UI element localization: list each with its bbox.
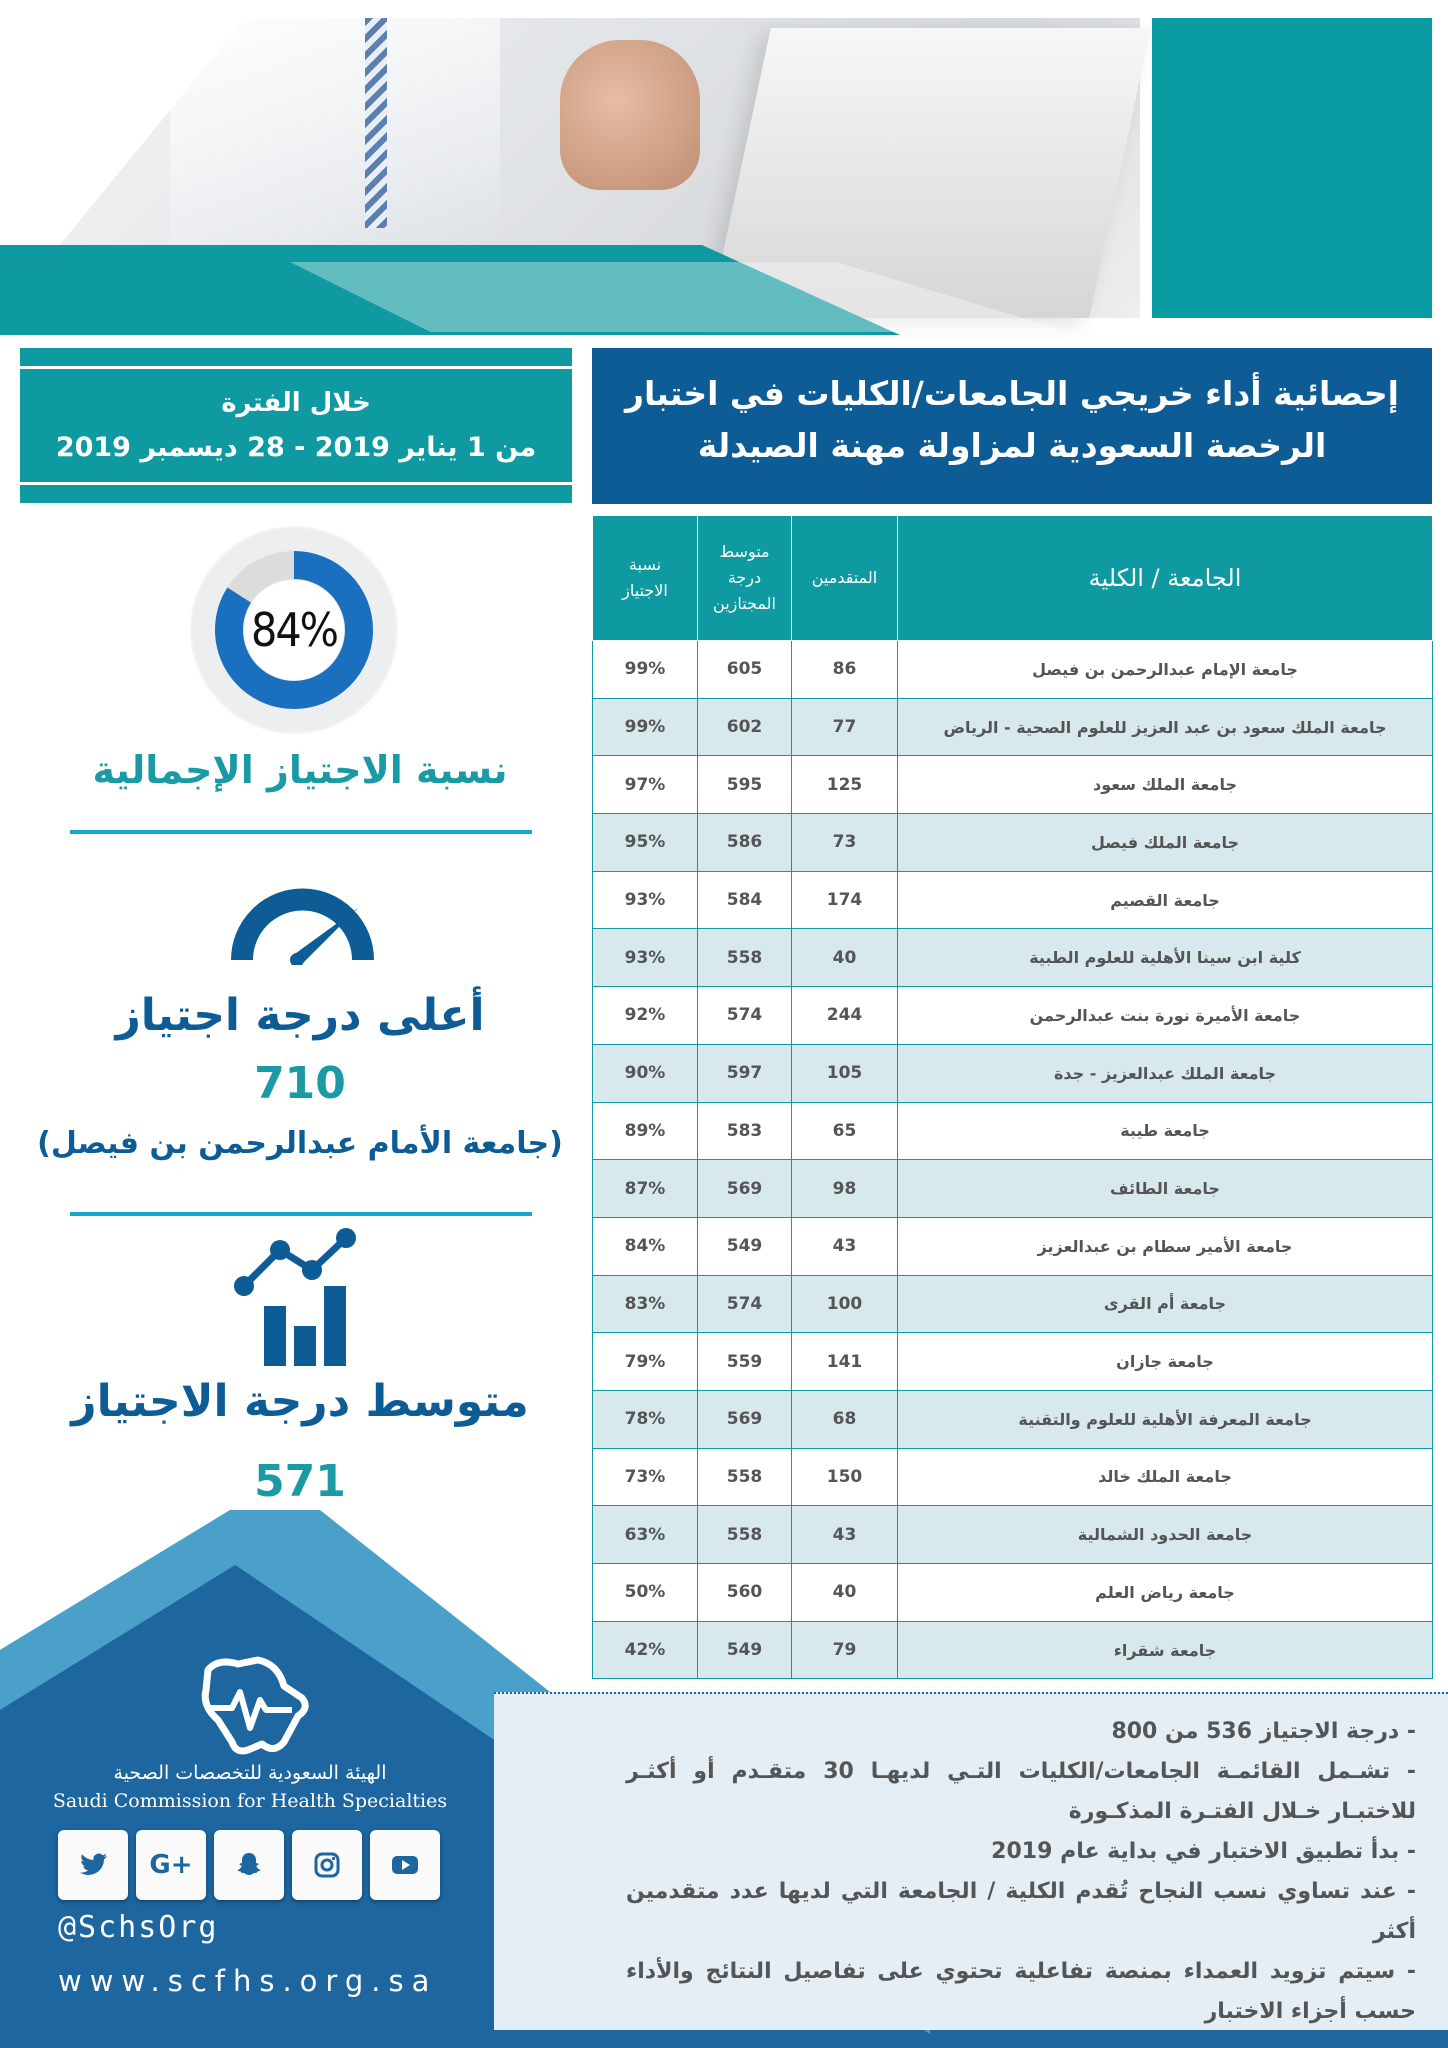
table-row bbox=[593, 1044, 1433, 1102]
twitter-icon[interactable] bbox=[58, 1830, 128, 1900]
social-links bbox=[58, 1830, 448, 1904]
notes-box bbox=[494, 1692, 1448, 2030]
cell-applicants: 174 bbox=[792, 871, 898, 929]
cell-university: جامعة الملك سعود bbox=[898, 756, 1433, 814]
website-link[interactable]: www.scfhs.org.sa bbox=[58, 1964, 438, 1998]
cell-pass-rate: 89% bbox=[593, 1102, 698, 1160]
table-row bbox=[593, 1506, 1433, 1564]
results-table-grid bbox=[592, 515, 1433, 1679]
note-item: - درجة الاجتياز 536 من 800 bbox=[1111, 1719, 1416, 1744]
cell-university: جامعة القصيم bbox=[898, 871, 1433, 929]
cell-applicants: 65 bbox=[792, 1102, 898, 1160]
cell-avg-score: 586 bbox=[698, 814, 792, 872]
cell-university: جامعة رياض العلم bbox=[898, 1564, 1433, 1622]
cell-avg-score: 584 bbox=[698, 871, 792, 929]
cell-university: جامعة شقراء bbox=[898, 1621, 1433, 1679]
cell-pass-rate: 99% bbox=[593, 698, 698, 756]
page-title bbox=[592, 348, 1432, 504]
cell-avg-score: 574 bbox=[698, 1275, 792, 1333]
cell-pass-rate: 63% bbox=[593, 1506, 698, 1564]
cell-pass-rate: 95% bbox=[593, 814, 698, 872]
scfhs-logo-icon bbox=[188, 1650, 318, 1760]
cell-university: جامعة الملك خالد bbox=[898, 1448, 1433, 1506]
cell-university: جامعة الأمير سطام بن عبدالعزيز bbox=[898, 1217, 1433, 1275]
cell-university: جامعة الطائف bbox=[898, 1160, 1433, 1218]
table-row bbox=[593, 1217, 1433, 1275]
period-top-line bbox=[20, 366, 572, 369]
cell-university: جامعة الحدود الشمالية bbox=[898, 1506, 1433, 1564]
header-avg-score-line: درجة bbox=[727, 568, 762, 587]
table-row bbox=[593, 641, 1433, 699]
cell-avg-score: 595 bbox=[698, 756, 792, 814]
table-row bbox=[593, 698, 1433, 756]
cell-avg-score: 558 bbox=[698, 1506, 792, 1564]
cell-pass-rate: 79% bbox=[593, 1333, 698, 1391]
average-score-value: 571 bbox=[254, 1456, 346, 1507]
title-line-1: إحصائية أداء خريجي الجامعات/الكليات في اختبار bbox=[625, 374, 1399, 413]
speedometer-icon bbox=[230, 880, 375, 965]
table-body bbox=[593, 641, 1433, 1679]
youtube-glyph bbox=[389, 1849, 421, 1881]
cell-avg-score: 602 bbox=[698, 698, 792, 756]
table-row bbox=[593, 756, 1433, 814]
period-bottom-line bbox=[20, 482, 572, 485]
cell-applicants: 105 bbox=[792, 1044, 898, 1102]
cell-pass-rate: 83% bbox=[593, 1275, 698, 1333]
table-row bbox=[593, 814, 1433, 872]
bar-chart-icon bbox=[228, 1228, 368, 1368]
table-row bbox=[593, 1390, 1433, 1448]
cell-avg-score: 574 bbox=[698, 987, 792, 1045]
header-pass-rate-line: الاجتياز bbox=[622, 581, 668, 600]
cell-university: كلية ابن سينا الأهلية للعلوم الطبية bbox=[898, 929, 1433, 987]
cell-pass-rate: 50% bbox=[593, 1564, 698, 1622]
cell-applicants: 40 bbox=[792, 1564, 898, 1622]
cell-applicants: 125 bbox=[792, 756, 898, 814]
period-label: خلال الفترة bbox=[221, 388, 371, 418]
snapchat-icon[interactable] bbox=[214, 1830, 284, 1900]
cell-university: جامعة الإمام عبدالرحمن بن فيصل bbox=[898, 641, 1433, 699]
cell-pass-rate: 97% bbox=[593, 756, 698, 814]
cell-avg-score: 569 bbox=[698, 1390, 792, 1448]
cell-university: جامعة الملك فيصل bbox=[898, 814, 1433, 872]
bar-icon-1 bbox=[264, 1306, 286, 1366]
table-row bbox=[593, 1564, 1433, 1622]
cell-avg-score: 558 bbox=[698, 1448, 792, 1506]
cell-applicants: 40 bbox=[792, 929, 898, 987]
header-avg-score-line: متوسط bbox=[719, 542, 770, 561]
table-row bbox=[593, 1102, 1433, 1160]
org-name-ar: الهيئة السعودية للتخصصات الصحية bbox=[113, 1762, 387, 1784]
highest-score-title: أعلى درجة اجتياز bbox=[115, 990, 485, 1041]
bar-icon-3 bbox=[324, 1286, 346, 1366]
title-line-2: الرخصة السعودية لمزاولة مهنة الصيدلة bbox=[697, 426, 1327, 465]
cell-avg-score: 605 bbox=[698, 641, 792, 699]
cell-applicants: 98 bbox=[792, 1160, 898, 1218]
cell-avg-score: 558 bbox=[698, 929, 792, 987]
instagram-icon[interactable] bbox=[292, 1830, 362, 1900]
header-banner bbox=[0, 0, 1448, 340]
note-item: - سيتم تزويد العمداء بمنصة تفاعلية تحتوي على تفاصيل النتائج والأداء حسب أجزاء الاختبار bbox=[626, 1959, 1416, 2024]
cell-applicants: 150 bbox=[792, 1448, 898, 1506]
overall-percent: 84% bbox=[251, 603, 337, 657]
cell-applicants: 77 bbox=[792, 698, 898, 756]
bar-icon-2 bbox=[294, 1326, 316, 1366]
cell-applicants: 86 bbox=[792, 641, 898, 699]
cell-avg-score: 583 bbox=[698, 1102, 792, 1160]
header-avg-score bbox=[698, 516, 792, 641]
cell-applicants: 141 bbox=[792, 1333, 898, 1391]
banner-teal-block bbox=[1152, 18, 1432, 318]
cell-pass-rate: 42% bbox=[593, 1621, 698, 1679]
table-row bbox=[593, 929, 1433, 987]
google-plus-label: G+ bbox=[149, 1850, 193, 1880]
cell-avg-score: 569 bbox=[698, 1160, 792, 1218]
cell-applicants: 79 bbox=[792, 1621, 898, 1679]
cell-university: جامعة جازان bbox=[898, 1333, 1433, 1391]
cell-avg-score: 549 bbox=[698, 1217, 792, 1275]
google-plus-icon[interactable] bbox=[136, 1830, 206, 1900]
cell-pass-rate: 93% bbox=[593, 929, 698, 987]
divider bbox=[70, 1212, 532, 1216]
cell-pass-rate: 93% bbox=[593, 871, 698, 929]
header-avg-score-line: المجتازين bbox=[713, 594, 776, 613]
table-row bbox=[593, 1448, 1433, 1506]
cell-university: جامعة الملك عبدالعزيز - جدة bbox=[898, 1044, 1433, 1102]
trend-dot bbox=[336, 1228, 356, 1248]
cell-pass-rate: 78% bbox=[593, 1390, 698, 1448]
cell-avg-score: 560 bbox=[698, 1564, 792, 1622]
header-pass-rate-line: نسبة bbox=[628, 555, 662, 574]
header-applicants: المتقدمين bbox=[792, 516, 898, 641]
cell-university: جامعة أم القرى bbox=[898, 1275, 1433, 1333]
cell-applicants: 244 bbox=[792, 987, 898, 1045]
cell-pass-rate: 99% bbox=[593, 641, 698, 699]
org-name-en: Saudi Commission for Health Specialties bbox=[52, 1790, 448, 1812]
cell-pass-rate: 90% bbox=[593, 1044, 698, 1102]
note-item: - عند تساوي نسب النجاح تُقدم الكلية / الجامعة التي لديها عدد متقدمين أكثر bbox=[626, 1879, 1416, 1944]
table-row bbox=[593, 987, 1433, 1045]
cell-pass-rate: 73% bbox=[593, 1448, 698, 1506]
cell-avg-score: 559 bbox=[698, 1333, 792, 1391]
cell-applicants: 68 bbox=[792, 1390, 898, 1448]
table-row bbox=[593, 1333, 1433, 1391]
table-row bbox=[593, 871, 1433, 929]
instagram-glyph bbox=[311, 1849, 343, 1881]
table-row bbox=[593, 1160, 1433, 1218]
period-range: من 1 يناير 2019 - 28 ديسمبر 2019 bbox=[55, 432, 537, 463]
highest-score-value: 710 bbox=[254, 1058, 346, 1109]
header-pass-rate bbox=[593, 516, 698, 641]
footer-strip bbox=[930, 2030, 1448, 2048]
overall-pass-title: نسبة الاجتياز الإجمالية bbox=[92, 748, 508, 792]
cell-applicants: 73 bbox=[792, 814, 898, 872]
cell-pass-rate: 92% bbox=[593, 987, 698, 1045]
cell-avg-score: 597 bbox=[698, 1044, 792, 1102]
twitter-glyph bbox=[77, 1849, 109, 1881]
average-score-title: متوسط درجة الاجتياز bbox=[71, 1376, 529, 1427]
trend-line bbox=[244, 1238, 346, 1286]
divider bbox=[70, 830, 532, 834]
overall-pass-donut bbox=[192, 528, 396, 732]
cell-applicants: 43 bbox=[792, 1217, 898, 1275]
trend-dot bbox=[270, 1240, 290, 1260]
highest-score-university: (جامعة الأمام عبدالرحمن بن فيصل) bbox=[37, 1126, 563, 1161]
period-box bbox=[20, 348, 572, 503]
table-header-row bbox=[593, 516, 1433, 641]
social-handle[interactable]: @SchsOrg bbox=[58, 1910, 219, 1945]
cell-applicants: 100 bbox=[792, 1275, 898, 1333]
cell-pass-rate: 84% bbox=[593, 1217, 698, 1275]
youtube-icon[interactable] bbox=[370, 1830, 440, 1900]
hand-graphic bbox=[560, 40, 700, 190]
tie-graphic bbox=[365, 18, 387, 228]
cell-university: جامعة طيبة bbox=[898, 1102, 1433, 1160]
results-table bbox=[592, 515, 1432, 1679]
cell-university: جامعة الملك سعود بن عبد العزيز للعلوم الصحية - الرياض bbox=[898, 698, 1433, 756]
trend-dot bbox=[234, 1276, 254, 1296]
table-row bbox=[593, 1275, 1433, 1333]
cell-avg-score: 549 bbox=[698, 1621, 792, 1679]
snapchat-glyph bbox=[233, 1849, 265, 1881]
trend-dot bbox=[302, 1260, 322, 1280]
cell-university: جامعة المعرفة الأهلية للعلوم والتقنية bbox=[898, 1390, 1433, 1448]
cell-applicants: 43 bbox=[792, 1506, 898, 1564]
notes-list bbox=[626, 1712, 1416, 2032]
header-university: الجامعة / الكلية bbox=[898, 516, 1433, 641]
note-item: - بدأ تطبيق الاختبار في بداية عام 2019 bbox=[991, 1839, 1416, 1864]
cell-pass-rate: 87% bbox=[593, 1160, 698, 1218]
cell-university: جامعة الأميرة نورة بنت عبدالرحمن bbox=[898, 987, 1433, 1045]
table-row bbox=[593, 1621, 1433, 1679]
note-item: - تشـمل القائمـة الجامعات/الكليات التـي لديهـا 30 متقـدم أو أكثـر للاختبـار خـلال الفتـرة المذكـورة bbox=[626, 1759, 1416, 1824]
